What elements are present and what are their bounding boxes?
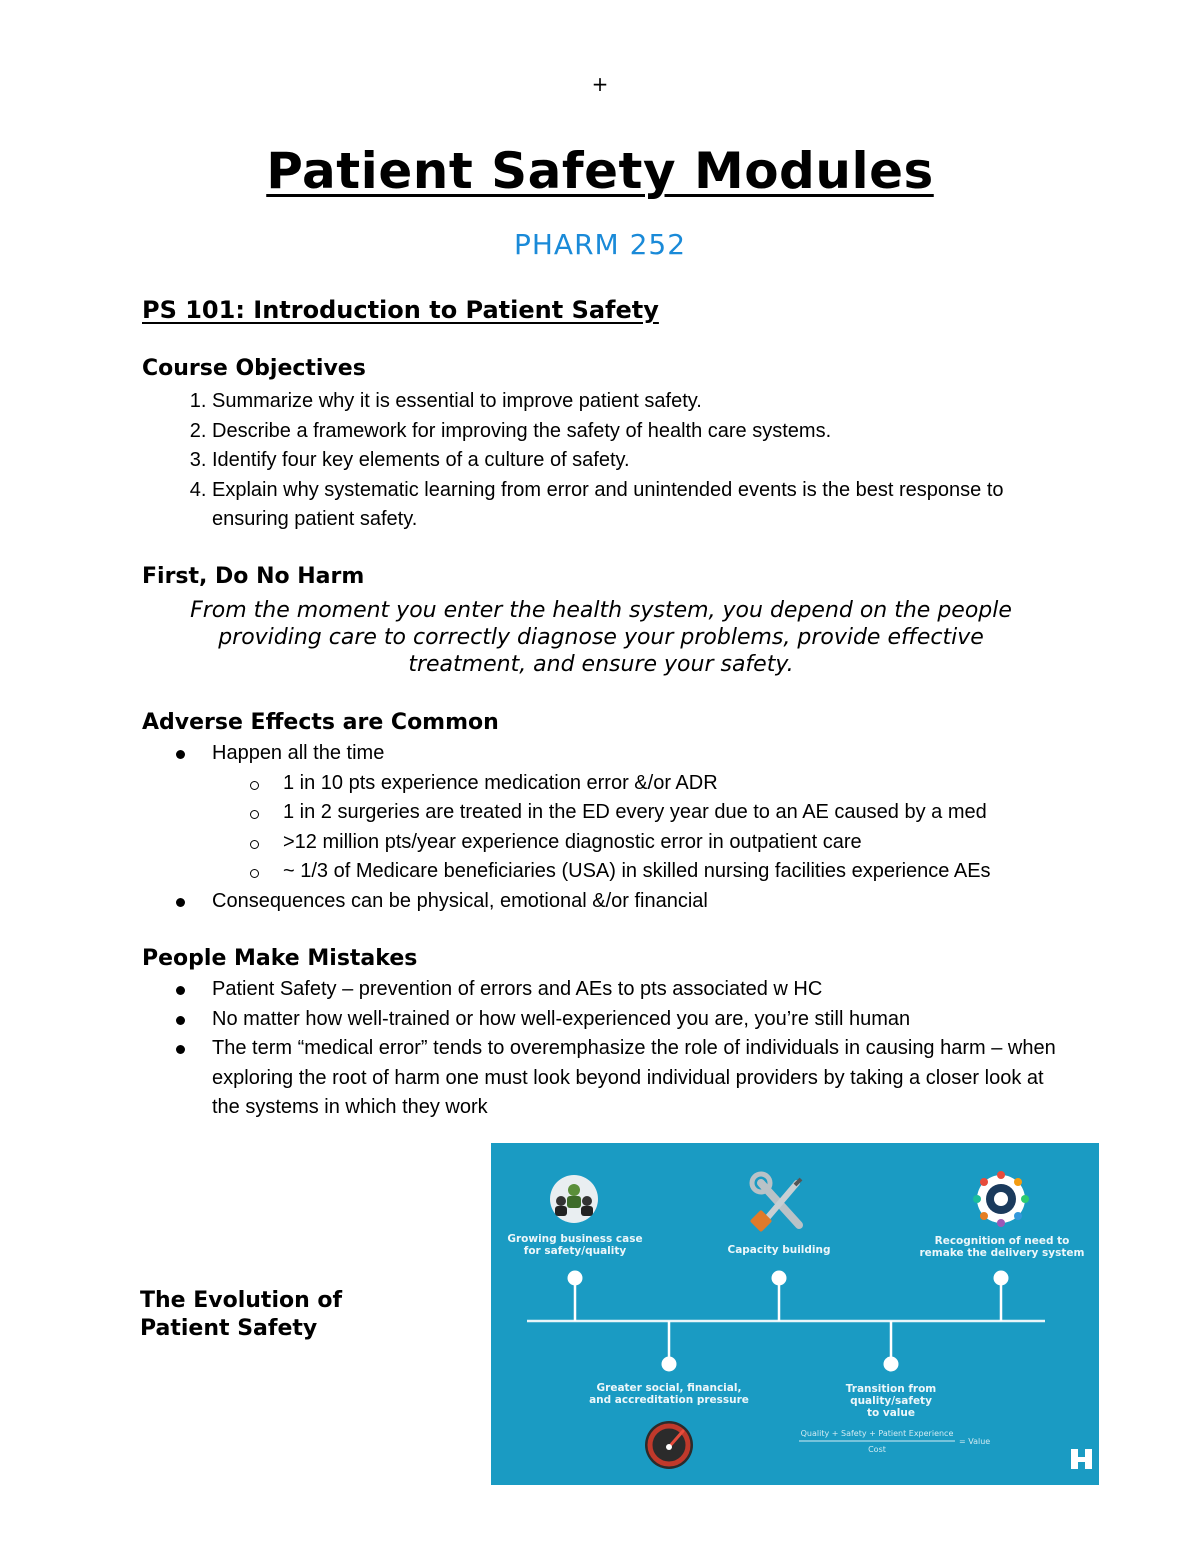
list-item: 4. Explain why systematic learning from error and unintended events is the best response to ensuring patient safety. [212,476,1072,535]
adverse-effects-list [142,739,1062,916]
bullet-dot-icon [176,1045,185,1054]
timeline-node [662,1357,677,1372]
harm-quote [142,597,1060,678]
quote-line: providing care to correctly diagnose your problems, provide effective [218,625,984,650]
gear-people-icon [973,1171,1029,1227]
bullet-circle-icon [250,781,259,790]
first-do-no-harm-heading: First, Do No Harm [142,564,365,589]
tools-icon [750,1174,801,1232]
list-item: Patient Safety – prevention of errors and AEs to pts associated w HC [142,975,1062,1005]
bullet-dot-icon [176,986,185,995]
timeline-node [884,1357,899,1372]
timeline-node [994,1271,1009,1286]
bullet-dot-icon [176,1016,185,1025]
quote-line: treatment, and ensure your safety. [408,652,794,677]
timeline-node [772,1271,787,1286]
milestone-label: Capacity building [727,1244,831,1256]
IHI-logo [1071,1449,1092,1469]
list-item: 1 in 2 surgeries are treated in the ED every year due to an AE caused by a med [212,798,1062,828]
list-item: 1 in 10 pts experience medication error &/or ADR [212,769,1062,799]
page-title: Patient Safety Modules [266,142,934,200]
bullet-circle-icon [250,810,259,819]
list-item: No matter how well-trained or how well-experienced you are, you’re still human [142,1005,1062,1035]
course-code: PHARM 252 [513,228,687,261]
list-item: Consequences can be physical, emotional &/or financial [142,887,1062,917]
objectives-heading: Course Objectives [142,356,366,381]
list-item: 1. Summarize why it is essential to improve patient safety. [212,387,1072,417]
sub-list [212,769,1062,887]
quote-line: From the moment you enter the health system, you depend on the people [190,598,1012,623]
milestone-label: Greater social, financial, and accreditation pressure [589,1382,749,1406]
gauge-icon [645,1421,693,1469]
formula-denominator: Cost [868,1445,886,1454]
people-make-mistakes-heading: People Make Mistakes [142,946,418,971]
list-item: The term “medical error” tends to overemphasize the role of individuals in causing harm – when exploring the root of harm one must look beyond individual providers by taking a closer look at the systems in which they work [142,1034,1062,1123]
milestone-label: Transition from quality/safety to value [845,1383,937,1419]
list-item: 3. Identify four key elements of a culture of safety. [212,446,1072,476]
list-item: >12 million pts/year experience diagnostic error in outpatient care [212,828,1062,858]
milestone-label: Growing business case for safety/quality [507,1233,643,1257]
list-item: Happen all the time 1 in 10 pts experience medication error &/or ADR 1 in 2 surgeries are treated in the ED every year due to an AE caused by a med >12 million pts/year experience diagnostic error in outpatient care ~ 1/3 of Medicare beneficiaries (USA) in skilled nursing facilities experience AEs [142,739,1062,887]
mistakes-list [142,975,1062,1123]
evolution-infographic [491,1143,1099,1485]
list-item: ~ 1/3 of Medicare beneficiaries (USA) in skilled nursing facilities experience AEs [212,857,1062,887]
formula-numerator: Quality + Safety + Patient Experience [800,1429,954,1438]
people-icon [550,1175,598,1223]
timeline-node [568,1271,583,1286]
objectives-list [172,387,1072,535]
header-plus-mark: + [591,72,609,96]
list-item: 2. Describe a framework for improving the safety of health care systems. [212,417,1072,447]
bullet-dot-icon [176,750,185,759]
adverse-effects-heading: Adverse Effects are Common [142,710,499,735]
evolution-label: The Evolution of Patient Safety [140,1288,343,1341]
module-heading: PS 101: Introduction to Patient Safety [142,296,659,324]
milestone-label: Recognition of need to remake the delivery system [919,1235,1085,1259]
timeline-graphic [491,1143,1099,1485]
bullet-dot-icon [176,898,185,907]
bullet-circle-icon [250,869,259,878]
bullet-circle-icon [250,840,259,849]
formula-result: = Value [959,1437,991,1446]
